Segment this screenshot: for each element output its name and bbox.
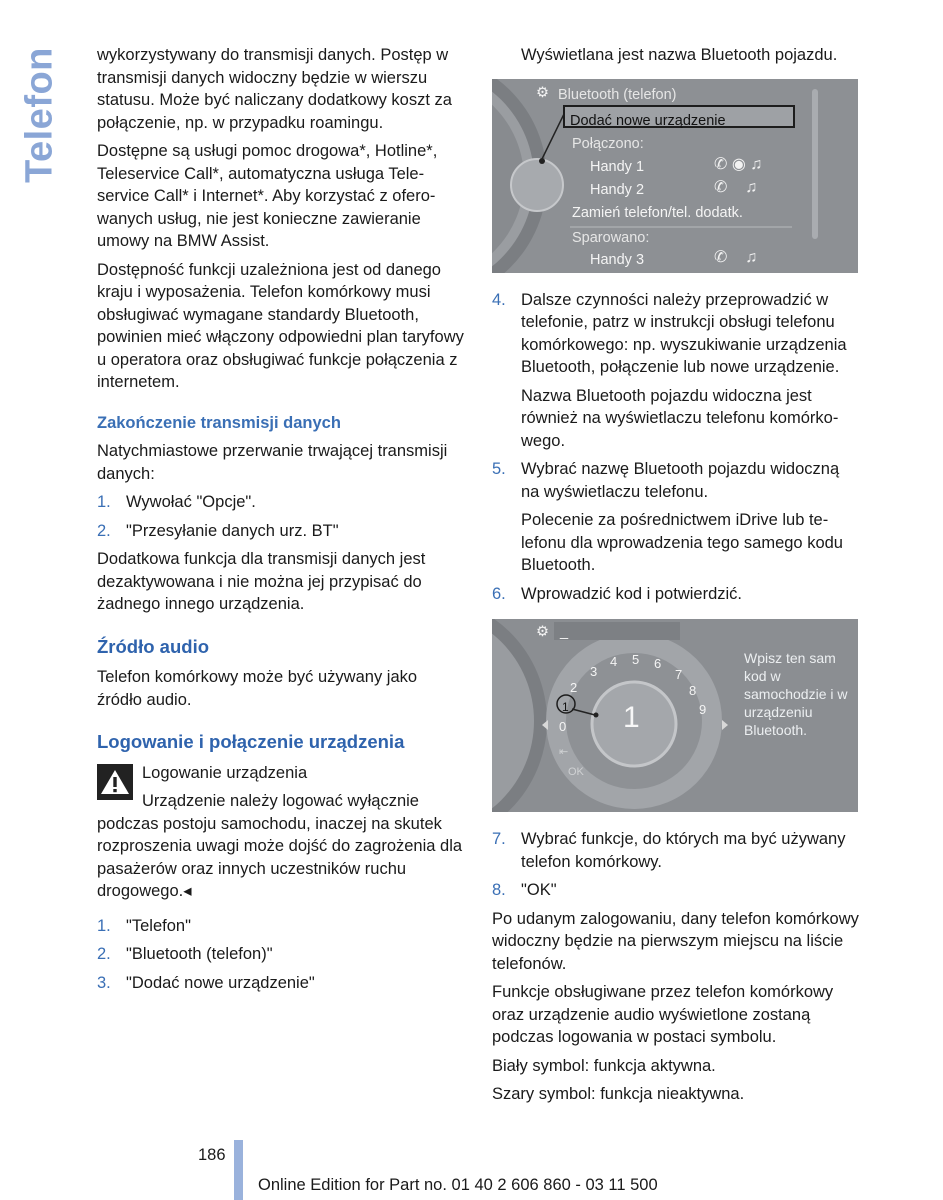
digit-1[interactable]: 1 <box>562 700 569 714</box>
warning-body: Urządzenie należy logować wyłącznie <box>142 792 419 810</box>
edition-note: Online Edition for Part no. 01 40 2 606 860 - 03 11 500 <box>258 1176 658 1194</box>
code-input-field[interactable]: _ <box>560 624 569 640</box>
phone-function-icons: ✆ ♫ <box>714 248 758 266</box>
warning-title: Logowanie urządzenia <box>142 763 308 782</box>
paragraph: wykorzystywany do transmisji danych. Postęp w transmisji danych widoczny będzie w wierszu statusu. Może być naliczany dodatkowy koszt za połączenie, np. w przypadku roamingu. <box>97 46 452 132</box>
step-number: 6. <box>492 584 506 603</box>
step-text: "Telefon" <box>126 916 191 935</box>
step-number: 7. <box>492 830 506 848</box>
step-text: Wybrać nazwę Bluetooth pojazdu widoczną na wyświetlaczu telefonu. <box>521 460 840 501</box>
step-text: "Przesyłanie danych urz. BT" <box>126 521 339 540</box>
list-item <box>97 491 465 514</box>
steps-list <box>492 289 862 379</box>
idrive-code-entry-screen <box>492 619 858 812</box>
menu-item-add-device[interactable]: Dodać nowe urządzenie <box>570 112 726 129</box>
digit-7[interactable]: 7 <box>675 667 683 682</box>
digit-9[interactable]: 9 <box>699 702 707 717</box>
step-number: 3. <box>97 973 111 992</box>
warning-text <box>142 762 465 813</box>
paragraph: Wyświetlana jest nazwa Bluetooth pojazdu. <box>521 46 838 64</box>
idrive-bluetooth-screen <box>492 79 858 273</box>
list-item <box>492 458 862 503</box>
paragraph: Polecenie za pośrednictwem iDrive lub telefonu dla wprowadzenia tego samego kodu Bluetooth. <box>521 511 843 574</box>
page-number: 186 <box>198 1146 226 1164</box>
step-number: 1. <box>97 916 111 935</box>
step-text: "OK" <box>521 881 557 899</box>
menu-item-handy1[interactable]: Handy 1 <box>590 158 645 175</box>
digit-5[interactable]: 5 <box>632 652 640 667</box>
warning-icon <box>97 764 133 800</box>
step-number: 2. <box>97 521 111 540</box>
subheading-end-transmission: Zakończenie transmisji danych <box>97 413 341 432</box>
screen-header: Bluetooth (telefon) <box>558 86 677 103</box>
list-item <box>97 915 465 938</box>
menu-item-handy3[interactable]: Handy 3 <box>590 251 645 268</box>
right-column <box>492 44 862 1112</box>
paragraph: Biały symbol: funkcja aktywna. <box>492 1056 716 1075</box>
paragraph: Po udanym zalogowaniu, dany telefon komórkowy widoczny będzie na pierwszym miejscu na liście telefonów. <box>492 909 859 973</box>
steps-list <box>492 583 862 606</box>
paragraph: podczas postoju samochodu, inaczej na skutek rozproszenia uwagi może dojść do zagrożenia dla pasażerów oraz innych uczestników ruchu drogowego.◂ <box>97 814 463 900</box>
steps-list <box>492 828 862 902</box>
step-text: Dalsze czynności należy przeprowadzić w telefonie, patrz w instrukcji obsługi telefonu komórkowego: np. wyszukiwanie urządzenia Bluetooth, połączenie lub nowe urządzenie. <box>521 290 847 376</box>
step-number: 2. <box>97 945 111 963</box>
phone-function-icons: ✆ ◉ ♫ <box>714 155 763 173</box>
phone-function-icons: ✆ ♫ <box>714 178 758 196</box>
list-item <box>97 972 465 995</box>
step-text: Wywołać "Opcje". <box>126 493 256 511</box>
step-text: "Bluetooth (telefon)" <box>126 945 273 963</box>
steps-list <box>492 458 862 503</box>
warning-block <box>97 762 465 813</box>
section-heading-login: Logowanie i połączenie urządzenia <box>97 731 405 752</box>
steps-list <box>97 491 465 542</box>
list-item <box>492 583 862 606</box>
step-number: 5. <box>492 460 506 478</box>
paragraph: Telefon komórkowy może być używany jako źródło audio. <box>97 668 418 709</box>
backspace-icon[interactable]: ⇤ <box>559 746 569 758</box>
menu-item-swap-phone[interactable]: Zamień telefon/tel. dodatk. <box>572 204 743 221</box>
digit-4[interactable]: 4 <box>610 654 618 669</box>
footer-accent-bar <box>234 1140 243 1200</box>
code-hint: Wpisz ten sam kod w samochodzie i w urządzeniu Bluetooth. <box>744 650 848 738</box>
list-item <box>492 879 862 902</box>
paired-label: Sparowano: <box>572 229 650 246</box>
step-text: Wprowadzić kod i potwierdzić. <box>521 584 742 603</box>
list-item <box>97 520 465 543</box>
section-heading-audio: Źródło audio <box>97 635 210 657</box>
paragraph: Szary symbol: funkcja nieaktywna. <box>492 1085 745 1103</box>
bluetooth-settings-icon: ⚙ <box>536 624 549 640</box>
left-column <box>97 44 465 1000</box>
paragraph: Funkcje obsługiwane przez telefon komórkowy oraz urządzenie audio wyświetlone zostaną podczas logowania w postaci symbolu. <box>492 983 834 1046</box>
digit-3[interactable]: 3 <box>590 664 598 679</box>
connected-label: Połączono: <box>572 135 644 152</box>
chapter-title: Telefon <box>18 47 61 183</box>
page-footer <box>0 1140 943 1200</box>
step-number: 8. <box>492 881 506 899</box>
paragraph: Dostępność funkcji uzależniona jest od danego kraju i wyposażenia. Telefon komórkowy musi obsługiwać wymagane standardy Bluetooth, powinien mieć włączony odpowiedni plan taryfowy u operatora oraz obsługiwać funkcje połączenia z internetem. <box>97 260 464 391</box>
step-number: 4. <box>492 290 506 309</box>
paragraph: Dostępne są usługi pomoc drogowa*, Hotline*, Teleservice Call*, automatyczna usługa Teleservice Call* i Internet*. Aby korzystać z oferowanych usług, nie jest konieczne zawieranie umowy na BMW Assist. <box>97 142 438 250</box>
step-text: "Dodać nowe urządzenie" <box>126 973 315 992</box>
step-text: Wybrać funkcje, do których ma być używany telefon komórkowy. <box>521 830 846 871</box>
paragraph: Dodatkowa funkcja dla transmisji danych jest dezaktywowana i nie można jej przypisać do żadnego innego urządzenia. <box>97 550 426 613</box>
menu-item-handy2[interactable]: Handy 2 <box>590 181 645 198</box>
chapter-tab <box>18 40 62 190</box>
step-number: 1. <box>97 493 111 511</box>
controller-graphic <box>492 79 858 273</box>
digit-2[interactable]: 2 <box>570 680 578 695</box>
ok-key[interactable]: OK <box>568 766 584 778</box>
list-item <box>97 943 465 966</box>
paragraph: Nazwa Bluetooth pojazdu widoczna jest również na wyświetlaczu telefonu komórkowego. <box>521 386 839 450</box>
digit-0[interactable]: 0 <box>559 719 567 734</box>
list-item <box>492 828 862 873</box>
digit-8[interactable]: 8 <box>689 683 697 698</box>
selected-digit-display: 1 <box>623 701 640 734</box>
list-item <box>492 289 862 379</box>
paragraph: Natychmiastowe przerwanie trwającej transmisji danych: <box>97 442 448 483</box>
digit-6[interactable]: 6 <box>654 656 662 671</box>
steps-list <box>97 915 465 995</box>
bluetooth-settings-icon: ⚙ <box>536 84 549 101</box>
